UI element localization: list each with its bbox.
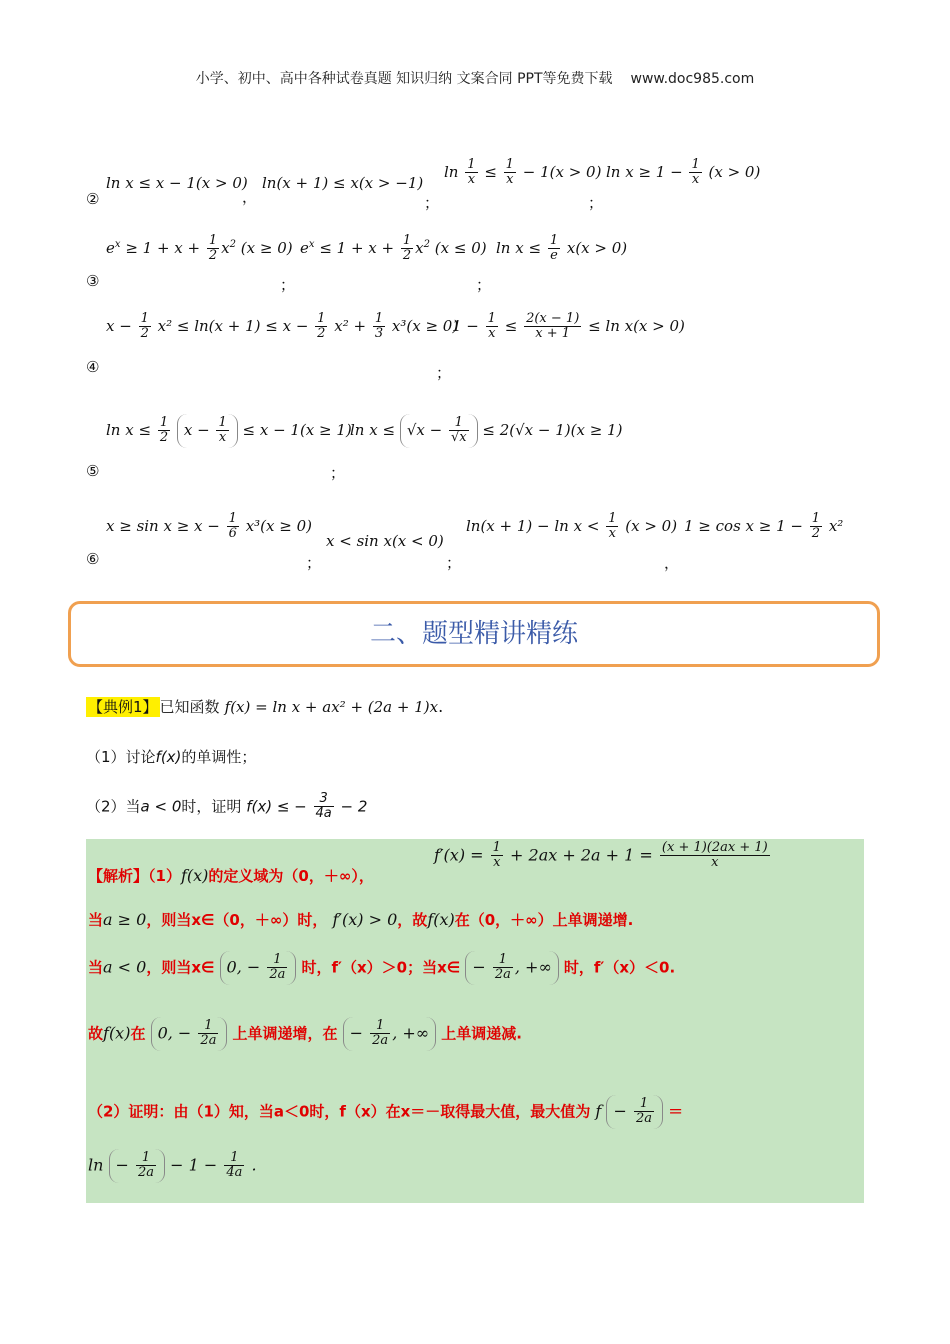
formula: ln(x + 1) ≤ x(x > −1) [262, 174, 424, 192]
page-header [0, 68, 950, 88]
row-number: ⑥ [86, 550, 100, 568]
formula: x ≥ sin x ≥ x − $\frac{1}{6}$ x³(x ≥ 0) [106, 511, 312, 542]
row-number: ⑤ [86, 462, 100, 480]
section-title: 二、题型精讲精练 [369, 619, 578, 649]
solution-line-6: ln − $\frac{1}{2a}$ − 1 − $\frac{1}{4a}$ . [88, 1149, 257, 1183]
formula: $e^x \le 1 + x$ + $\frac{1}{2}$ $x^2$ (x ≤ 0) [300, 233, 487, 264]
separator: ； [446, 554, 462, 572]
solution-line-1: 【解析】（1）f(x)的定义域为（0，＋∞）， [88, 866, 374, 885]
question-1: （1）讨论f(x)的单调性； [86, 748, 257, 766]
formula: ln(x + 1) − ln x < $\frac{1}{x}$ (x > 0) [466, 511, 678, 542]
separator: ， [242, 188, 258, 206]
separator: ； [588, 194, 604, 212]
derivative-formula: f′(x) = $\frac{1}{x}$ + 2ax + 2a + 1 = $\frac{(x + 1)(2ax + 1)}{x}$ [434, 840, 768, 871]
formula: ln x ≥ 1 − $\frac{1}{x}$ (x > 0) [606, 157, 761, 188]
example-intro: 已知函数 [159, 698, 220, 716]
question-2: （2）当a < 0时，证明 f(x) ≤ − $\frac{3}{4a}$ − 2 [86, 791, 368, 822]
formula: 1 − $\frac{1}{x}$ ≤ $\frac{2(x - 1)}{x + 1}$ ≤ ln x(x > 0) [452, 311, 685, 342]
solution-line-4: 故f(x)在 0, − $\frac{1}{2a}$ 上单调递增，在 − $\frac{1}{2a}$ , +∞ 上单调递减. [88, 1017, 522, 1051]
solution-line-3: 当a < 0，则当x∈ 0, − $\frac{1}{2a}$ 时，f′（x）＞0；当x∈ − $\frac{1}{2a}$ , +∞ 时，f′（x）＜0. [88, 951, 675, 985]
formula: $e^x \ge 1 + x$ + $\frac{1}{2}$ $x^2$ (x ≥ 0) [106, 233, 293, 264]
formula: ln $\frac{1}{x}$ ≤ $\frac{1}{x}$ − 1(x > 0) [444, 157, 602, 188]
header-text: 小学、初中、高中各种试卷真题 知识归纳 文案合同 PPT等免费下载 [195, 71, 613, 87]
formula: ln x ≤ $\frac{1}{2}$ x − $\frac{1}{x}$ ≤ x − 1(x ≥ 1) [106, 414, 352, 448]
separator: ； [476, 276, 492, 294]
separator: ； [330, 464, 346, 482]
separator: ； [424, 194, 440, 212]
formula: ln x ≤ $\frac{1}{e}$ x(x > 0) [496, 233, 628, 264]
separator: ； [306, 554, 322, 572]
inequality-row-4 [86, 312, 886, 382]
separator: ； [436, 364, 452, 382]
solution-box [86, 839, 864, 1203]
formula: x < sin x(x < 0) [326, 532, 444, 550]
separator: ； [280, 276, 296, 294]
row-number: ② [86, 190, 100, 208]
example-statement: 【典例1】 已知函数 f(x) = ln x + ax² + (2a + 1)x. [88, 697, 444, 716]
formula: ln x ≤ √x − $\frac{1}{√x}$ ≤ 2(√x − 1)(x ≥ 1) [350, 414, 622, 448]
row-number: ④ [86, 358, 100, 376]
example-tag: 【典例1】 [88, 698, 158, 716]
header-site: www.doc985.com [630, 71, 755, 87]
formula: 1 ≥ cos x ≥ 1 − $\frac{1}{2}$ x² [684, 511, 844, 542]
separator: ， [664, 554, 680, 572]
solution-line-2: 当a ≥ 0，则当x∈（0，＋∞）时， f′(x) > 0，故f(x)在（0，＋∞）上单调递增. [88, 910, 634, 929]
inequality-row-2 [86, 157, 886, 212]
formula: ln x ≤ x − 1(x > 0) [106, 174, 248, 192]
row-number: ③ [86, 272, 100, 290]
section-heading-box [68, 601, 880, 667]
inequality-row-3 [86, 234, 886, 294]
inequality-row-5 [86, 410, 886, 486]
formula: x − $\frac{1}{2}$ x² ≤ ln(x + 1) ≤ x − $\frac{1}{2}$ x² + $\frac{1}{3}$ x³(x ≥ 0) [106, 311, 459, 342]
example-function: f(x) = ln x + ax² + (2a + 1)x [224, 698, 439, 716]
solution-line-5: （2）证明：由（1）知，当a＜0时，f（x）在x＝－取得最大值，最大值为 f − $\frac{1}{2a}$ ＝ [88, 1095, 683, 1129]
inequality-row-6 [86, 512, 886, 572]
